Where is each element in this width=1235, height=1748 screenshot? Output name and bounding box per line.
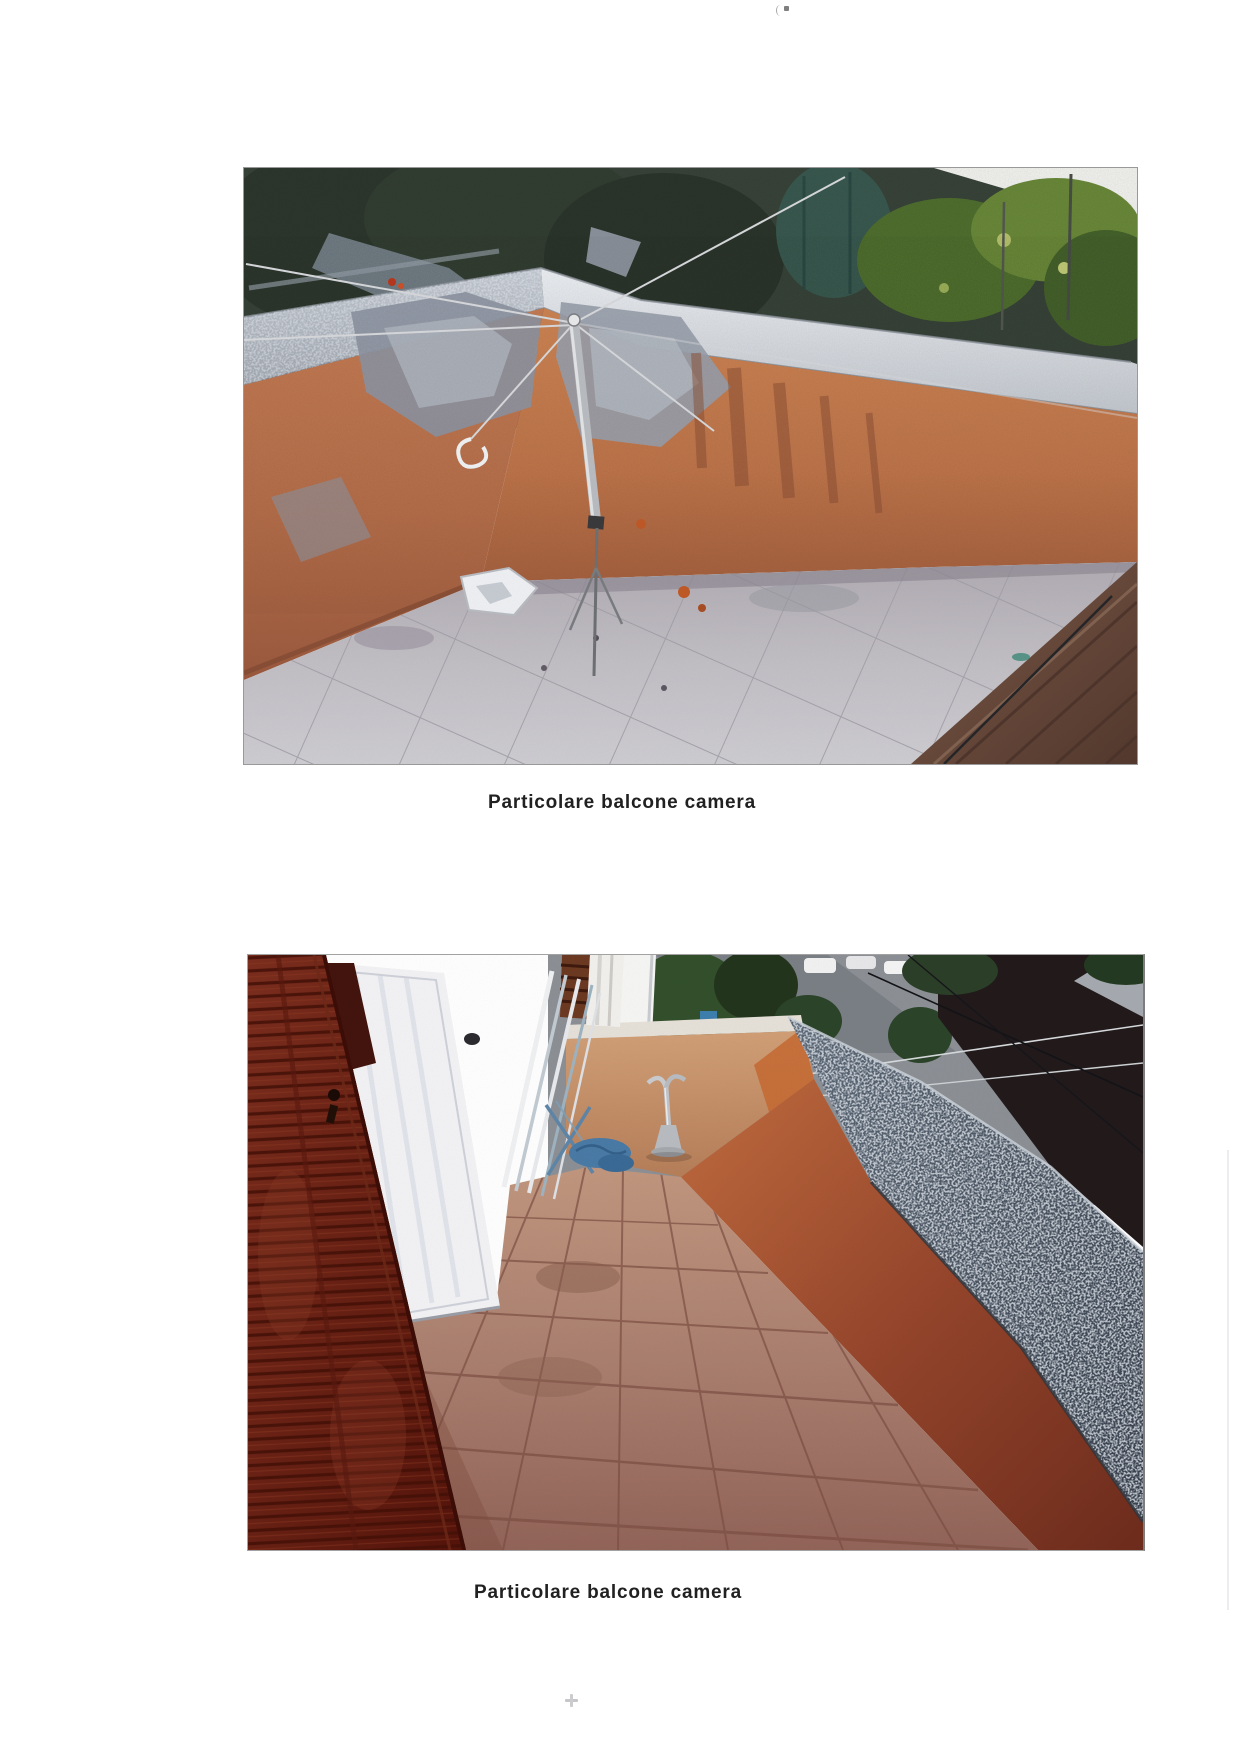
scan-plus-mark [565, 1694, 578, 1707]
photo-terrace-antenna-image [244, 168, 1137, 764]
scan-edge-shade [1227, 1150, 1229, 1610]
scan-speck [776, 4, 790, 18]
scan-speck-dot [784, 6, 789, 11]
scan-speck-arc [776, 5, 784, 16]
photo-caption: Particolare balcone camera [474, 1582, 742, 1603]
photo-balcony-walkway-image [248, 955, 1143, 1550]
photo-balcony-walkway [247, 954, 1145, 1551]
photo-terrace-antenna [243, 167, 1138, 765]
photo-caption: Particolare balcone camera [488, 792, 756, 813]
